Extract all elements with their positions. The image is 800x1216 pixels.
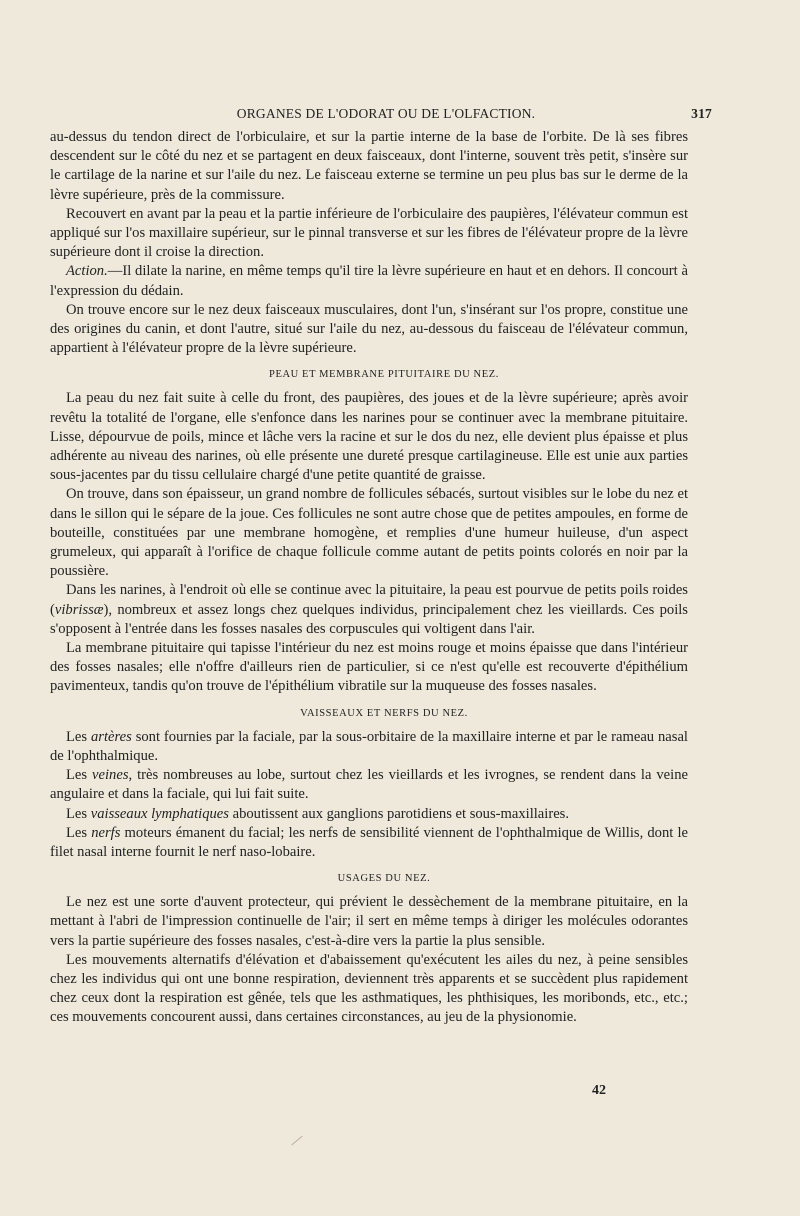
text-run: Les [66,767,93,784]
italic-term: veines [92,767,129,784]
paragraph: Les mouvements alternatifs d'élévation et d'abaissement qu'exécutent les ailes du nez, à peine sensibles chez les individus qui ont une bonne respiration, deviennent très apparents et se succèdent plus rapidement chez ceux dont la respiration est gênée, tels que les asthmatiques, les phthisiques, les moribonds, etc., etc.; ces mouvements concourent aussi, dans certaines circonstances, au jeu de la physionomie. [50,951,688,1026]
signature-mark: 42 [592,1083,606,1098]
paragraph [50,805,688,824]
italic-term: artères [90,728,132,745]
paragraph [50,824,688,862]
section-heading: USAGES DU NEZ. [337,873,431,885]
paper-mark [291,1136,302,1146]
page-number: 317 [691,106,712,121]
text-run: , très nombreuses au lobe, surtout chez les vieillards et les ivrognes, se rendent dans la veine angulaire et dans la faciale, qui lui fait suite. [50,767,688,803]
running-title: ORGANES DE L'ODORAT OU DE L'OLFACTION. [236,106,536,121]
text-run: Les [66,805,91,822]
paragraph: La peau du nez fait suite à celle du front, des paupières, des joues et de la lèvre supérieure; après avoir revêtu la totalité de l'organe, elle s'enfonce dans les narines pour se continuer avec la membrane pituitaire. Lisse, dépourvue de poils, mince et lâche vers la racine et sur le dos du nez, elle devient plus épaisse et plus adhérente au niveau des narines, où elle présente une dureté presque cartilagineuse. Elle est unie aux parties sous-jacentes par du tissu cellulaire chargé d'une petite quantité de graisse. [50,390,688,484]
section-heading: PEAU ET MEMBRANE PITUITAIRE DU NEZ. [269,369,499,381]
text-run: moteurs émanent du facial; les nerfs de sensibilité viennent de l'ophthalmique de Willis, dont le filet nasal interne fournit le nerf naso-lobaire. [50,824,688,860]
paragraph [50,728,688,766]
paragraph: On trouve encore sur le nez deux faisceaux musculaires, dont l'un, s'insérant sur l'os propre, constitue une des origines du canin, et dont l'autre, situé sur l'aile du nez, au-dessous du faisceau de l'élévateur commun, appartient à l'élévateur propre de la lèvre supérieure. [50,301,688,357]
italic-term: nerfs [91,824,121,841]
page-body [50,128,688,1028]
italic-term: vaisseaux lymphatiques [90,805,229,822]
italic-term: vibrissæ [54,601,104,618]
section-heading: VAISSEAUX ET NERFS DU NEZ. [300,707,468,719]
running-header [50,102,712,128]
action-label: Action. [66,263,108,280]
text-run: sont fournies par la faciale, par la sous-orbitaire de la maxillaire interne et par le rameau nasal de l'ophthalmique. [50,728,688,764]
text-run: aboutissent aux ganglions parotidiens et sous-maxillaires. [228,805,570,822]
paragraph: Recouvert en avant par la peau et la partie inférieure de l'orbiculaire des paupières, l'élévateur commun est appliqué sur l'os maxillaire supérieur, sur le pinnal transverse et sur les fibres de l'élévateur propre de la lèvre supérieure dont il croise la direction. [50,205,688,261]
text-run: Les [66,728,91,745]
text-run: Dans les narines, à l'endroit où elle se continue avec la pituitaire, la peau est pourvue de petits poils roides ( [50,582,688,618]
paragraph: La membrane pituitaire qui tapisse l'intérieur du nez est moins rouge et moins épaisse que dans l'intérieur des fosses nasales; elle n'offre d'ailleurs rien de particulier, si ce n'est qu'elle est recouverte d'épithélium pavimenteux, tandis qu'on trouve de l'épithélium vibratile sur la muqueuse des fosses nasales. [50,640,688,695]
paragraph-action [50,262,688,300]
text-run: ), nombreux et assez longs chez quelques individus, principalement chez les vieillards. Ces poils s'opposent à l'entrée dans les fosses nasales des corpuscules qui voltigent dans l'air. [50,601,688,637]
paragraph [50,766,688,804]
text-run: Les [66,824,92,841]
paragraph: au-dessus du tendon direct de l'orbiculaire, et sur la partie interne de la base de l'orbite. De là ses fibres descendent sur le côté du nez et se partagent en deux faisceaux, dont l'interne, souvent très petit, s'insère sur le cartilage de la narine et sur l'aile du nez. Le faisceau externe se termine un peu plus bas sur le derme de la lèvre supérieure, près de la commissure. [50,129,688,203]
paragraph [50,581,688,639]
action-text: —Il dilate la narine, en même temps qu'il tire la lèvre supérieure en haut et en dehors. Il concourt à l'expression du dédain. [50,263,688,299]
paragraph: On trouve, dans son épaisseur, un grand nombre de follicules sébacés, surtout visibles sur le lobe du nez et dans le sillon qui le sépare de la joue. Ces follicules ne sont autre chose que de petites ampoules, en forme de bouteille, constituées par une membrane homogène, et remplies d'une humeur huileuse, d'un aspect grumeleux, qui apparaît à l'orifice de chaque follicule comme autant de petits points colorés en noir par la poussière. [50,486,688,580]
paragraph: Le nez est une sorte d'auvent protecteur, qui prévient le dessèchement de la membrane pituitaire, en la mettant à l'abri de l'impression continuelle de l'air; il sert en même temps à diriger les molécules odorantes vers la partie supérieure des fosses nasales, c'est-à-dire vers la partie la plus sensible. [50,894,688,949]
